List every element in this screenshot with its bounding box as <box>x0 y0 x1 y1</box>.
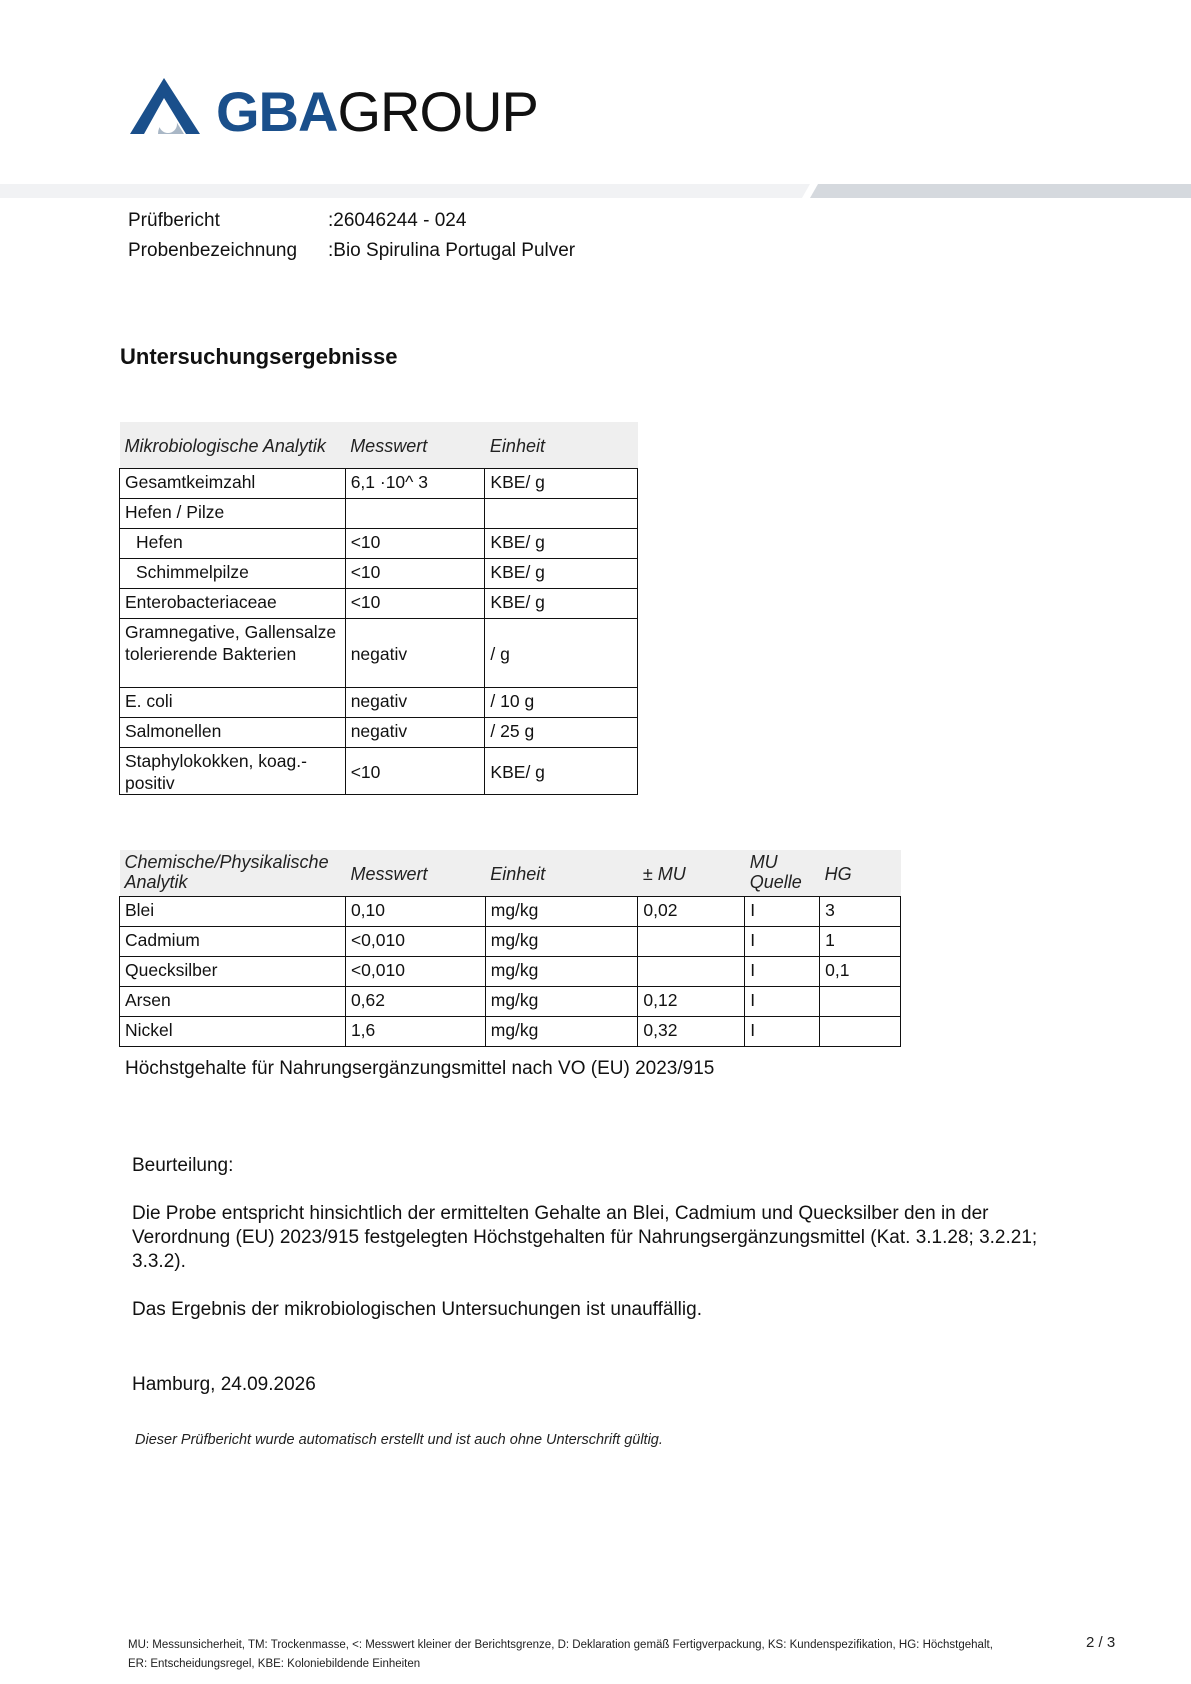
col-header: Einheit <box>485 850 638 896</box>
report-number: :26046244 - 024 <box>328 210 467 231</box>
table-row <box>120 468 638 498</box>
section-title: Untersuchungsergebnisse <box>120 344 398 369</box>
mu-source: I <box>745 926 820 956</box>
unit: mg/kg <box>485 896 638 926</box>
analyte-name: Enterobacteriaceae <box>120 588 346 618</box>
table-row <box>120 896 901 926</box>
max-level: 1 <box>820 926 901 956</box>
table-row <box>120 687 638 717</box>
table-row <box>120 588 638 618</box>
measured-value <box>345 498 485 528</box>
unit: KBE/ g <box>485 528 638 558</box>
analyte-name: Blei <box>120 896 346 926</box>
measured-value: negativ <box>345 717 485 747</box>
logo-wordmark <box>216 80 538 144</box>
analyte-name: Schimmelpilze <box>120 558 346 588</box>
table-header-row <box>120 850 901 896</box>
mu-value <box>638 956 745 986</box>
unit <box>485 498 638 528</box>
table-row <box>120 528 638 558</box>
col-header: ± MU <box>638 850 745 896</box>
table-row <box>120 747 638 794</box>
max-level-footnote: Höchstgehalte für Nahrungsergänzungsmittel nach VO (EU) 2023/915 <box>125 1058 715 1079</box>
measured-value: 0,62 <box>345 986 485 1016</box>
unit: KBE/ g <box>485 558 638 588</box>
legend-line: MU: Messunsicherheit, TM: Trockenmasse, <: Messwert kleiner der Berichtsgrenze, D: Deklaration gemäß Fertigverpackung, KS: Kundenspezifikation, HG: Höchstgehalt, <box>128 1639 993 1651</box>
unit: KBE/ g <box>485 468 638 498</box>
analyte-name: E. coli <box>120 687 346 717</box>
assessment-paragraph: Die Probe entspricht hinsichtlich der ermittelten Gehalte an Blei, Cadmium und Quecksilber den in der Verordnung (EU) 2023/915 festgelegten Höchstgehalten für Nahrungsergänzungsmittel (Kat. 3.1.28; 3.2.21; 3.3.2). <box>132 1203 1038 1272</box>
col-header: HG <box>820 850 901 896</box>
auto-generated-note: Dieser Prüfbericht wurde automatisch erstellt und ist auch ohne Unterschrift gültig. <box>135 1432 663 1448</box>
analyte-name: Hefen <box>120 528 346 558</box>
table-row <box>120 926 901 956</box>
table-header-row <box>120 422 638 468</box>
max-level <box>820 1016 901 1046</box>
col-header: Messwert <box>345 850 485 896</box>
mu-source: I <box>745 896 820 926</box>
table-row <box>120 558 638 588</box>
mu-value: 0,12 <box>638 986 745 1016</box>
logo-part-group: GROUP <box>337 80 538 143</box>
max-level: 0,1 <box>820 956 901 986</box>
mu-value: 0,02 <box>638 896 745 926</box>
measured-value: <10 <box>345 588 485 618</box>
header-divider <box>0 184 1191 198</box>
page-number: 2 / 3 <box>1086 1634 1116 1651</box>
unit: mg/kg <box>485 1016 638 1046</box>
report-label: Prüfbericht <box>128 210 220 231</box>
col-header: Chemische/Physikalische Analytik <box>120 850 346 896</box>
analyte-name: Salmonellen <box>120 717 346 747</box>
mu-source: I <box>745 956 820 986</box>
sample-label: Probenbezeichnung <box>128 240 298 261</box>
analyte-name: Gesamtkeimzahl <box>120 468 346 498</box>
table-row <box>120 717 638 747</box>
sample-name: :Bio Spirulina Portugal Pulver <box>328 240 576 261</box>
measured-value: negativ <box>345 618 485 687</box>
analyte-name: Staphylokokken, koag.-positiv <box>120 747 346 794</box>
unit: KBE/ g <box>485 588 638 618</box>
col-header: MU Quelle <box>745 850 820 896</box>
measured-value: 0,10 <box>345 896 485 926</box>
measured-value: 6,1 ·10^ 3 <box>345 468 485 498</box>
measured-value: <10 <box>345 747 485 794</box>
unit: mg/kg <box>485 926 638 956</box>
mu-source: I <box>745 1016 820 1046</box>
analyte-name: Cadmium <box>120 926 346 956</box>
unit: / 10 g <box>485 687 638 717</box>
mu-value <box>638 926 745 956</box>
col-header: Messwert <box>345 422 485 468</box>
assessment-heading: Beurteilung: <box>132 1155 234 1176</box>
micro-results-table <box>119 422 638 795</box>
col-header: Einheit <box>485 422 638 468</box>
max-level: 3 <box>820 896 901 926</box>
analyte-name: Hefen / Pilze <box>120 498 346 528</box>
unit: mg/kg <box>485 956 638 986</box>
analyte-name: Gramnegative, Gallensalze tolerierende Bakterien <box>120 618 346 687</box>
unit: KBE/ g <box>485 747 638 794</box>
measured-value: 1,6 <box>345 1016 485 1046</box>
analyte-name: Quecksilber <box>120 956 346 986</box>
unit: / g <box>485 618 638 687</box>
unit: mg/kg <box>485 986 638 1016</box>
col-header: Mikrobiologische Analytik <box>120 422 346 468</box>
logo-part-gba: GBA <box>216 80 338 143</box>
measured-value: <10 <box>345 558 485 588</box>
max-level <box>820 986 901 1016</box>
place-date: Hamburg, 24.09.2026 <box>132 1374 316 1395</box>
measured-value: <0,010 <box>345 926 485 956</box>
mu-source: I <box>745 986 820 1016</box>
table-row <box>120 498 638 528</box>
abbreviation-legend <box>128 1636 1028 1674</box>
analyte-name: Arsen <box>120 986 346 1016</box>
table-row <box>120 1016 901 1046</box>
table-row <box>120 618 638 687</box>
legend-line: ER: Entscheidungsregel, KBE: Koloniebildende Einheiten <box>128 1658 421 1670</box>
chem-results-table <box>119 850 901 1047</box>
table-row <box>120 986 901 1016</box>
measured-value: negativ <box>345 687 485 717</box>
analyte-name: Nickel <box>120 1016 346 1046</box>
mu-value: 0,32 <box>638 1016 745 1046</box>
measured-value: <0,010 <box>345 956 485 986</box>
unit: / 25 g <box>485 717 638 747</box>
table-row <box>120 956 901 986</box>
measured-value: <10 <box>345 528 485 558</box>
assessment-paragraph: Das Ergebnis der mikrobiologischen Untersuchungen ist unauffällig. <box>132 1299 702 1320</box>
